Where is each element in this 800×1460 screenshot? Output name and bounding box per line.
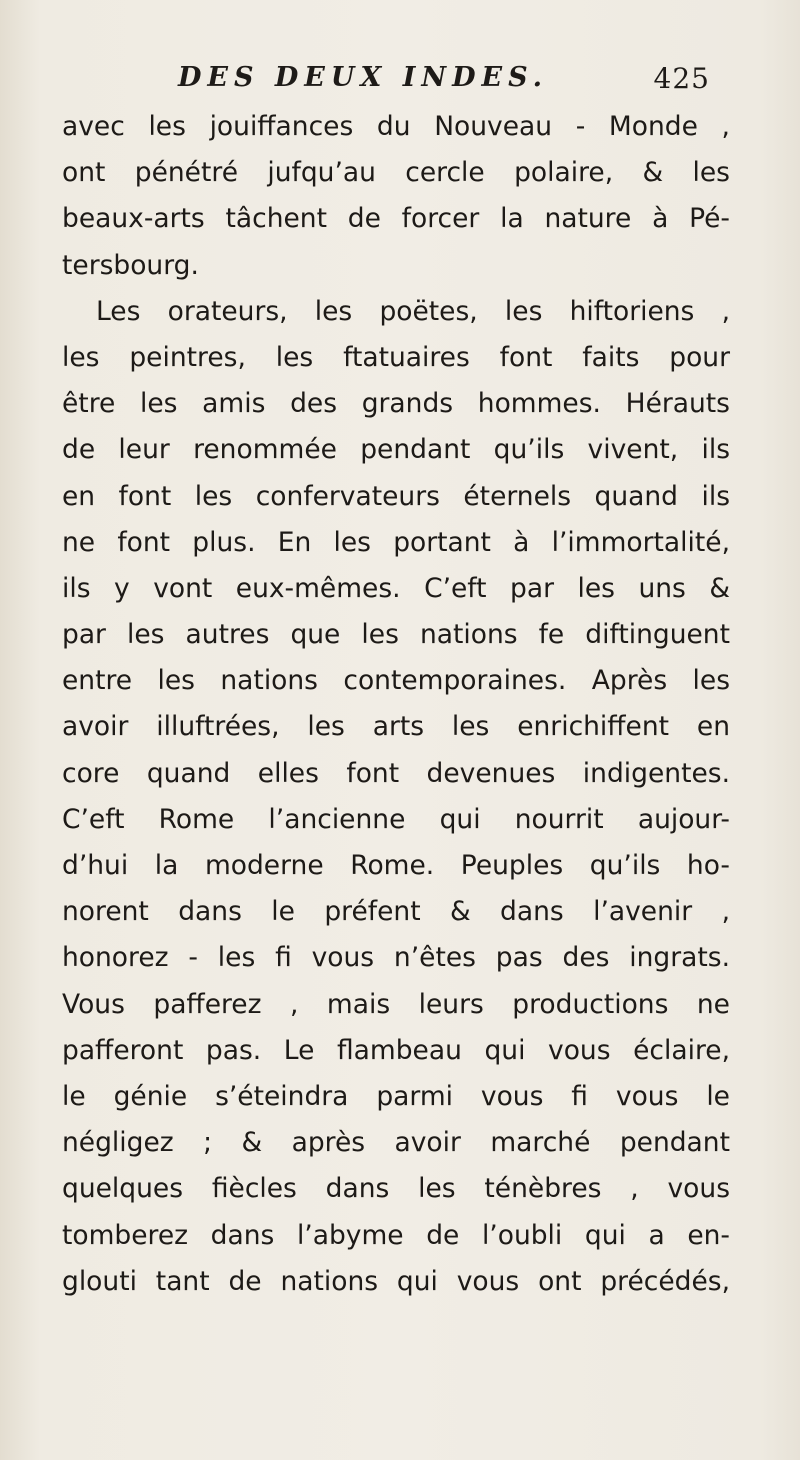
running-head: DES DEUX INDES.: [178, 62, 549, 93]
text-line: pafferont pas. Le flambeau qui vous éclaire,: [62, 1034, 730, 1066]
text-line: ils y vont eux-mêmes. C’eft par les uns &: [62, 572, 730, 604]
text-line: négligez ; & après avoir marché pendant: [62, 1127, 730, 1159]
text-line: de leur renommée pendant qu’ils vivent, ils: [62, 434, 730, 466]
body-text: [62, 104, 730, 1305]
text-line: tomberez dans l’abyme de l’oubli qui a en-: [62, 1219, 730, 1251]
page-number: 425: [653, 62, 710, 95]
text-line: en font les confervateurs éternels quand ils: [62, 480, 730, 512]
text-line: Vous pafferez , mais leurs productions ne: [62, 988, 730, 1020]
text-line: avec les jouiffances du Nouveau - Monde ,: [62, 111, 730, 142]
text-line: avoir illuftrées, les arts les enrichiffent en: [62, 711, 730, 743]
text-line: entre les nations contemporaines. Après les: [62, 665, 730, 697]
text-line: ont pénétré jufqu’au cercle polaire, & les: [62, 157, 730, 189]
text-line: le génie s’éteindra parmi vous fi vous le: [62, 1080, 730, 1112]
text-line: norent dans le préfent & dans l’avenir ,: [62, 896, 730, 928]
text-line: ne font plus. En les portant à l’immortalité,: [62, 526, 730, 558]
text-line: core quand elles font devenues indigentes.: [62, 757, 730, 789]
text-line: glouti tant de nations qui vous ont précédés,: [62, 1265, 730, 1297]
text-line: beaux-arts tâchent de forcer la nature à Pé-: [62, 203, 730, 235]
text-line: par les autres que les nations fe diftinguent: [62, 619, 730, 651]
page-header: [178, 60, 722, 104]
text-line: C’eft Rome l’ancienne qui nourrit aujour-: [62, 803, 730, 835]
text-line: d’hui la moderne Rome. Peuples qu’ils ho-: [62, 850, 730, 881]
text-line: quelques fiècles dans les ténèbres , vous: [62, 1173, 730, 1205]
text-line: les peintres, les ftatuaires font faits pour: [62, 341, 730, 373]
text-line: être les amis des grands hommes. Hérauts: [62, 388, 730, 420]
text-line: tersbourg.: [62, 249, 199, 281]
text-line: Les orateurs, les poëtes, les hiftoriens ,: [96, 295, 730, 327]
text-line: honorez - les fi vous n’êtes pas des ingrats.: [62, 942, 730, 974]
